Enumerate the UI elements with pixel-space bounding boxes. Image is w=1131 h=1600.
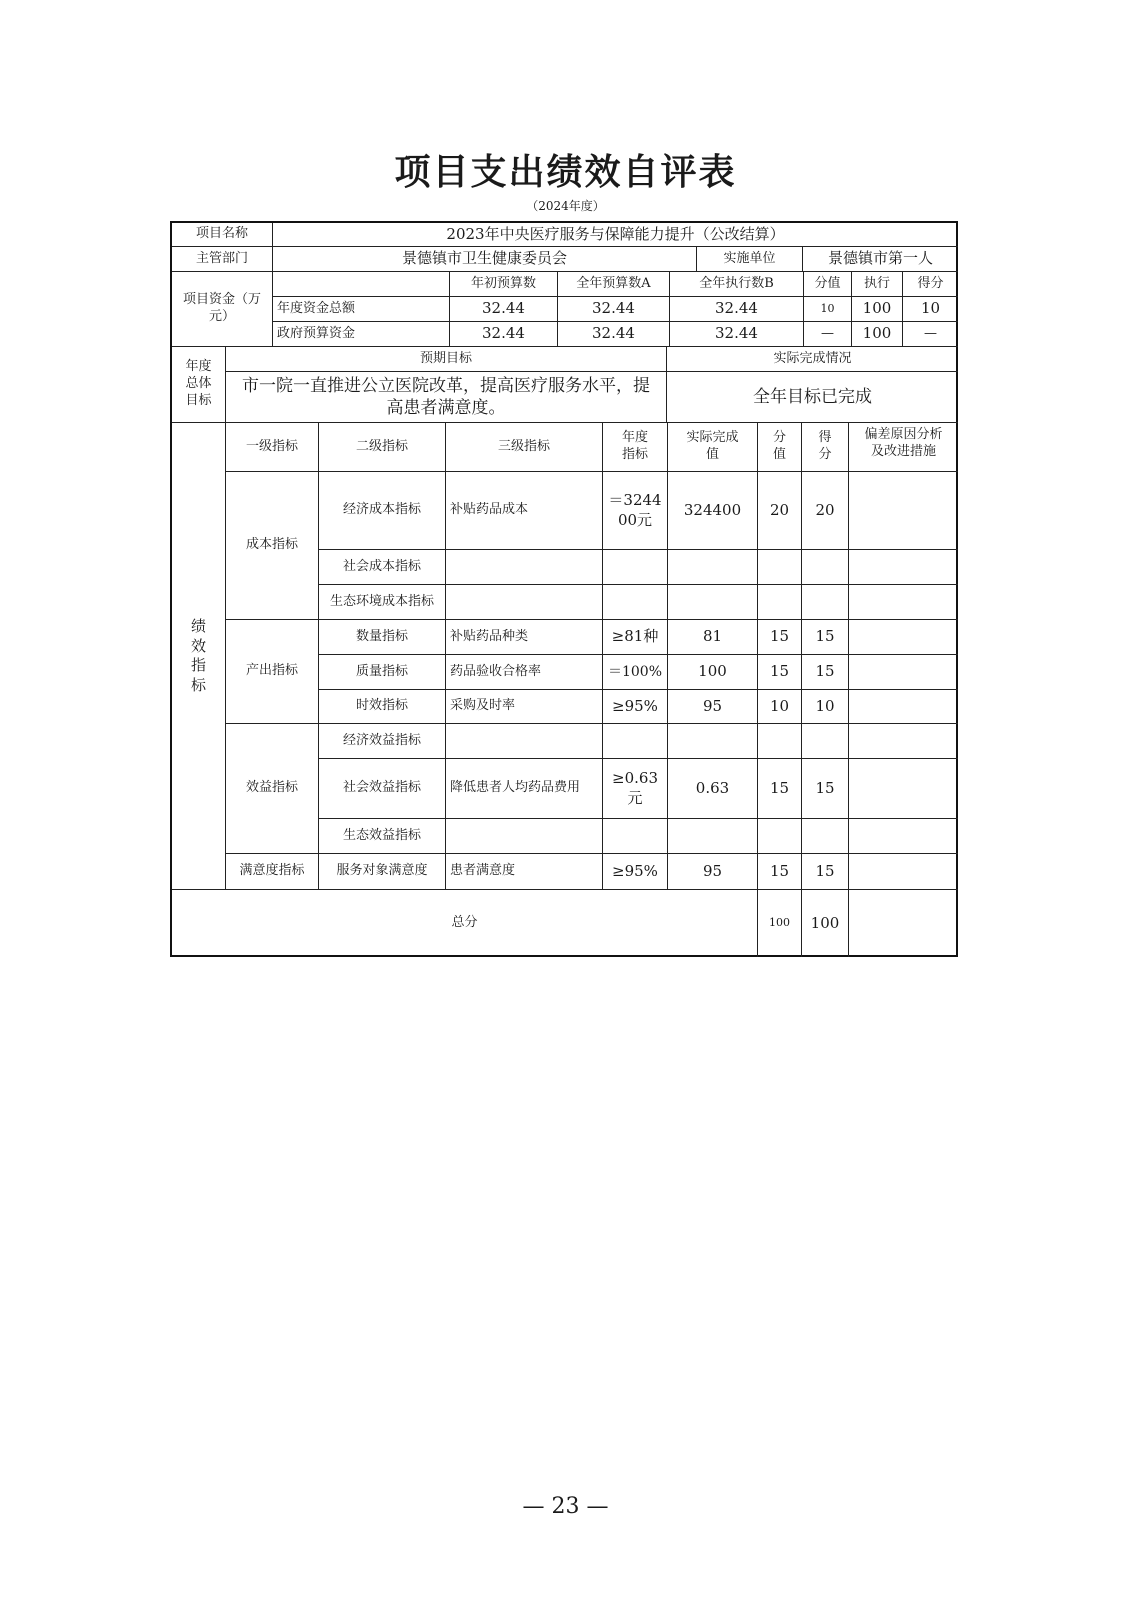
- row-reason: [849, 690, 958, 724]
- col-reason: 偏差原因分析及改进措施: [849, 423, 958, 472]
- row-l3: 患者满意度: [446, 854, 603, 890]
- row-score: 10: [758, 690, 802, 724]
- row-l3: 降低患者人均药品费用: [446, 759, 603, 819]
- col-score: 分值: [804, 272, 852, 297]
- row-l2: 数量指标: [319, 620, 446, 655]
- page-title: 项目支出绩效自评表: [394, 151, 737, 193]
- goals-label: 年度总体目标: [172, 347, 226, 423]
- col-actual: 实际完成值: [668, 423, 758, 472]
- row-target: ≥95%: [603, 690, 668, 724]
- row-score: 15: [758, 854, 802, 890]
- row-l3: [446, 585, 603, 620]
- col-initial: 年初预算数: [450, 272, 558, 297]
- row-l3: 补贴药品成本: [446, 472, 603, 550]
- indicators-label: 绩效指标: [172, 423, 226, 890]
- funds-row-initial: 32.44: [450, 322, 558, 347]
- row-actual: [668, 550, 758, 585]
- actual-result: 全年目标已完成: [667, 372, 958, 423]
- row-got: [802, 819, 849, 854]
- group-benefit: 效益指标: [226, 724, 319, 854]
- project-name-label: 项目名称: [172, 223, 273, 247]
- row-l2: 质量指标: [319, 655, 446, 690]
- col-ind-score: 分值: [758, 423, 802, 472]
- dept-value: 景德镇市卫生健康委员会: [273, 247, 697, 272]
- row-actual: [668, 724, 758, 759]
- row-got: 20: [802, 472, 849, 550]
- funds-row-name: 政府预算资金: [273, 322, 450, 347]
- row-actual: [668, 819, 758, 854]
- funds-row-got: 10: [903, 297, 958, 322]
- funds-row-exec: 32.44: [670, 297, 804, 322]
- row-l2: 经济成本指标: [319, 472, 446, 550]
- row-target: ≥81种: [603, 620, 668, 655]
- row-target: ＝100%: [603, 655, 668, 690]
- col-got: 得分: [903, 272, 958, 297]
- row-l2: 经济效益指标: [319, 724, 446, 759]
- row-reason: [849, 655, 958, 690]
- col-full: 全年预算数A: [558, 272, 670, 297]
- row-actual: 324400: [668, 472, 758, 550]
- row-reason: [849, 759, 958, 819]
- row-score: [758, 819, 802, 854]
- row-score: 15: [758, 655, 802, 690]
- total-got: 100: [802, 890, 849, 957]
- col-l3: 三级指标: [446, 423, 603, 472]
- row-reason: [849, 724, 958, 759]
- row-target: [603, 724, 668, 759]
- row-l3: 采购及时率: [446, 690, 603, 724]
- row-l3: [446, 550, 603, 585]
- funds-label: 项目资金（万元）: [172, 272, 273, 347]
- row-actual: 81: [668, 620, 758, 655]
- row-got: [802, 550, 849, 585]
- funds-row-name: 年度资金总额: [273, 297, 450, 322]
- row-target: ≥0.63元: [603, 759, 668, 819]
- row-reason: [849, 585, 958, 620]
- group-satisfaction: 满意度指标: [226, 854, 319, 890]
- col-ind-got: 得分: [802, 423, 849, 472]
- total-score: 100: [758, 890, 802, 957]
- row-score: [758, 550, 802, 585]
- actual-label: 实际完成情况: [667, 347, 958, 372]
- row-got: 15: [802, 655, 849, 690]
- row-l3: [446, 819, 603, 854]
- expected-label: 预期目标: [226, 347, 667, 372]
- funds-row-score: —: [804, 322, 852, 347]
- total-label: 总分: [172, 890, 758, 957]
- row-actual: 95: [668, 854, 758, 890]
- row-reason: [849, 819, 958, 854]
- row-score: 15: [758, 620, 802, 655]
- year-label: （2024年度）: [526, 199, 605, 213]
- funds-corner: [273, 272, 450, 297]
- page-number: — 23 —: [522, 1494, 609, 1519]
- group-output: 产出指标: [226, 620, 319, 724]
- funds-row-full: 32.44: [558, 322, 670, 347]
- row-reason: [849, 620, 958, 655]
- impl-value: 景德镇市第一人: [803, 247, 958, 272]
- funds-row-rate: 100: [852, 297, 903, 322]
- row-l2: 社会成本指标: [319, 550, 446, 585]
- funds-row-full: 32.44: [558, 297, 670, 322]
- row-score: [758, 585, 802, 620]
- row-target: ≥95%: [603, 854, 668, 890]
- col-rate: 执行: [852, 272, 903, 297]
- row-target: [603, 585, 668, 620]
- row-actual: 95: [668, 690, 758, 724]
- row-got: [802, 724, 849, 759]
- row-actual: [668, 585, 758, 620]
- project-name-value: 2023年中央医疗服务与保障能力提升（公改结算）: [273, 223, 958, 247]
- expected-goal: 市一院一直推进公立医院改革，提高医疗服务水平，提高患者满意度。: [226, 372, 667, 423]
- funds-row-score: 10: [804, 297, 852, 322]
- row-l2: 生态环境成本指标: [319, 585, 446, 620]
- row-got: [802, 585, 849, 620]
- total-reason: [849, 890, 958, 957]
- col-target: 年度指标: [603, 423, 668, 472]
- row-l2: 生态效益指标: [319, 819, 446, 854]
- row-got: 15: [802, 759, 849, 819]
- row-reason: [849, 472, 958, 550]
- row-l2: 服务对象满意度: [319, 854, 446, 890]
- impl-label: 实施单位: [697, 247, 803, 272]
- row-actual: 100: [668, 655, 758, 690]
- row-got: 15: [802, 620, 849, 655]
- col-l1: 一级指标: [226, 423, 319, 472]
- col-exec: 全年执行数B: [670, 272, 804, 297]
- row-l3: 药品验收合格率: [446, 655, 603, 690]
- group-cost: 成本指标: [226, 472, 319, 620]
- row-actual: 0.63: [668, 759, 758, 819]
- row-reason: [849, 550, 958, 585]
- dept-label: 主管部门: [172, 247, 273, 272]
- row-l2: 社会效益指标: [319, 759, 446, 819]
- row-score: 20: [758, 472, 802, 550]
- funds-row-rate: 100: [852, 322, 903, 347]
- row-target: [603, 550, 668, 585]
- row-score: 15: [758, 759, 802, 819]
- row-reason: [849, 854, 958, 890]
- row-got: 10: [802, 690, 849, 724]
- funds-row-got: —: [903, 322, 958, 347]
- row-l3: 补贴药品种类: [446, 620, 603, 655]
- col-l2: 二级指标: [319, 423, 446, 472]
- row-target: ＝324400元: [603, 472, 668, 550]
- row-got: 15: [802, 854, 849, 890]
- funds-row-initial: 32.44: [450, 297, 558, 322]
- row-l3: [446, 724, 603, 759]
- row-score: [758, 724, 802, 759]
- row-l2: 时效指标: [319, 690, 446, 724]
- evaluation-table: [170, 221, 958, 957]
- funds-row-exec: 32.44: [670, 322, 804, 347]
- row-target: [603, 819, 668, 854]
